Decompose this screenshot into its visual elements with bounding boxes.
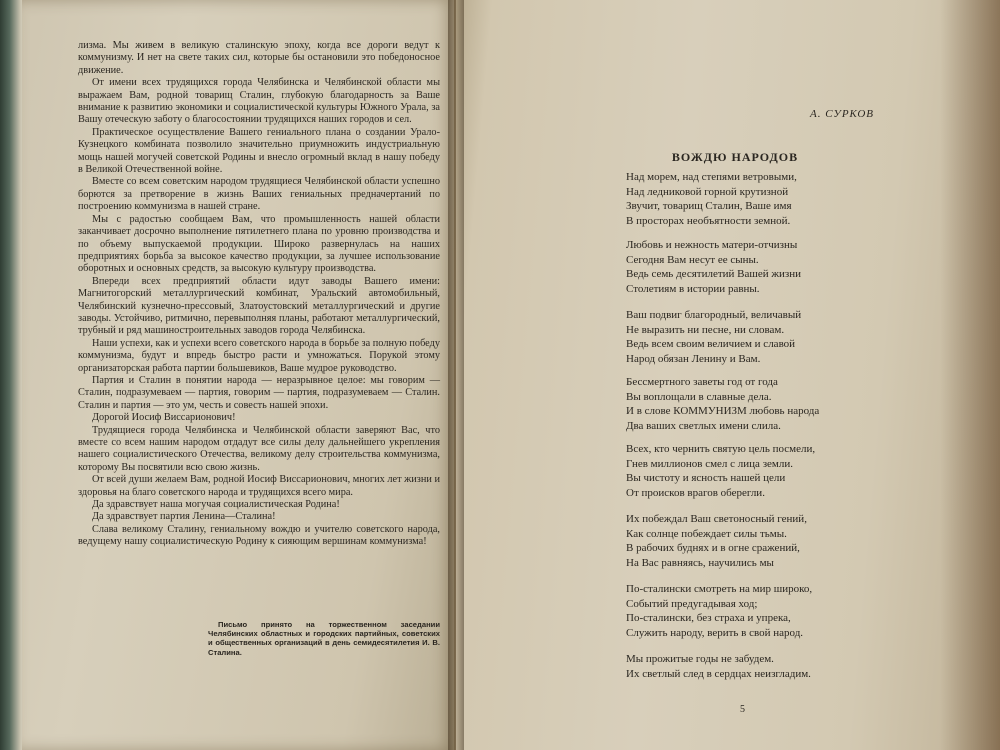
footnote: Письмо принято на торжественном заседании Челябинских областных и городских партийных, советских и общественных организаций в день семидесятилетия И. В. Сталина. — [208, 620, 440, 657]
verse-line: Всех, кто чернить святую цель посмели, — [626, 443, 816, 455]
poem-author: А. СУРКОВ — [810, 108, 874, 120]
poem-title: ВОЖДЮ НАРОДОВ — [671, 150, 799, 164]
page-number: 5 — [740, 704, 745, 715]
stanza — [626, 238, 886, 296]
slogan: Да здравствует партия Ленина—Сталина! — [92, 511, 276, 523]
verse-line: Вы воплощали в славные дела. — [626, 390, 772, 403]
verse-line: По-сталински смотреть на мир широко, — [626, 583, 813, 595]
salutation: Дорогой Иосиф Виссарионович! — [92, 412, 236, 424]
stanza — [626, 308, 886, 366]
paragraph: От имени всех трудящихся города Челябинска и Челябинской области мы выражаем Вам, родной товарищ Сталин, глубокую благодарность за Ваше внимание к развитию экономики и социалистической культуры Южного Урала, за Вашу отеческую заботу о благосостоянии трудящихся наших городов и сел. — [78, 77, 440, 126]
slogan: Слава великому Сталину, гениальному вождю и учителю советского народа, ведущему нашу социалистическую Родину к сияющим вершинам коммунизма! — [78, 523, 440, 548]
verse-line: Их побеждал Ваш светоносный гений, — [626, 513, 807, 525]
verse-line: Над морем, над степями ветровыми, — [626, 171, 797, 183]
verse-line: От происков врагов оберегли. — [626, 486, 765, 499]
verse-line: Не выразить ни песне, ни словам. — [626, 323, 785, 336]
verse-line: Как солнце побеждает силы тьмы. — [626, 527, 787, 540]
stanza — [626, 652, 886, 681]
verse-line: Служить народу, верить в свой народ. — [626, 626, 804, 639]
book-gutter — [448, 0, 464, 750]
verse-line: Ведь семь десятилетий Вашей жизни — [626, 268, 801, 281]
verse-line: Два ваших светлых имени слила. — [626, 419, 781, 432]
paragraph: Впереди всех предприятий области идут заводы Вашего имени: Магнитогорский металлургический комбинат, Уральский автомобильный, Челябинский кузнечно-прессовый, Златоустовский металлургический и другие заводы. Устойчиво, ритмично, перевыполняя планы, работают металлургический, трубный и ряд машиностроительных заводов города Челябинска. — [78, 275, 440, 337]
verse-line: Ведь всем своим величием и славой — [626, 338, 796, 351]
stanza — [626, 170, 886, 228]
verse-line: В просторах необъятности земной. — [626, 214, 791, 227]
paragraph: Партия и Сталин в понятии народа — неразрывное целое: мы говорим — Сталин, подразумеваем — партия, говорим — партия, подразумеваем — Сталин. Сталин и партия — это ум, честь и совесть нашей эпохи. — [78, 374, 440, 411]
verse-line: Событий предугадывая ход; — [626, 597, 758, 610]
verse-line: И в слове КОММУНИЗМ любовь народа — [626, 405, 820, 418]
verse-line: Любовь и нежность матери-отчизны — [626, 239, 798, 251]
stanza — [626, 512, 886, 570]
paragraph: Практическое осуществление Вашего гениального плана о создании Урало-Кузнецкого комбината позволило значительно приумножить индустриальную мощь нашей могучей советской Родины и внесло огромный вклад в нашу победу в Великой Отечественной войне. — [78, 126, 440, 176]
verse-line: На Вас равняясь, научились мы — [626, 556, 774, 569]
verse-line: Звучит, товарищ Сталин, Ваше имя — [626, 200, 792, 213]
verse-line: Их светлый след в сердцах неизгладим. — [626, 667, 811, 680]
verse-line: Гнев миллионов смел с лица земли. — [626, 457, 794, 470]
stanza — [626, 582, 886, 640]
slogan: Да здравствует наша могучая социалистическая Родина! — [92, 499, 340, 511]
stanza — [626, 375, 886, 433]
book-cover-edge — [0, 0, 24, 750]
verse-line: По-сталински, без страха и упрека, — [626, 612, 791, 625]
paragraph: От всей души желаем Вам, родной Иосиф Виссарионович, многих лет жизни и здоровья на благо советского народа и трудящихся всего мира. — [78, 474, 440, 498]
verse-line: Над ледниковой горной крутизной — [626, 185, 789, 198]
stanza — [626, 442, 886, 500]
verse-line: Бессмертного заветы год от года — [626, 376, 778, 388]
verse-line: Сегодня Вам несут ее сыны. — [626, 253, 759, 266]
paragraph: Вместе со всем советским народом трудящиеся Челябинской области успешно борются за претворение в жизнь Ваших гениальных предначертаний по построению коммунизма в нашей стране. — [78, 176, 440, 213]
verse-line: Мы прожитые годы не забудем. — [626, 653, 774, 665]
verse-line: Столетиям в истории равны. — [626, 282, 760, 295]
paragraph: Трудящиеся города Челябинска и Челябинской области заверяют Вас, что вместе со всем нашим народом отдадут все силы делу дальнейшего укрепления нашего социалистического Отечества, великому делу строительства коммунизма, которому Вы посвятили всю свою жизнь. — [78, 424, 440, 473]
paragraph: лизма. Мы живем в великую сталинскую эпоху, когда все дороги ведут к коммунизму. И нет на свете таких сил, которые бы остановили это победоносное движение. — [78, 40, 440, 76]
verse-line: Народ обязан Ленину и Вам. — [626, 352, 761, 365]
letter-text — [78, 40, 440, 549]
table-edge-shadow — [940, 0, 1000, 750]
paragraph: Наши успехи, как и успехи всего советского народа в борьбе за полную победу коммунизма, будут и впредь быстро расти и умножаться. Порукой этому организаторская работа партии большевиков, Ваше мудрое руководство. — [78, 337, 440, 374]
verse-line: Ваш подвиг благородный, величавый — [626, 309, 802, 321]
verse-line: Вы чистоту и ясность нашей цели — [626, 472, 786, 485]
paragraph: Мы с радостью сообщаем Вам, что промышленность нашей области заканчивает досрочно выполнение пятилетнего плана по уровню производства и по объему выпускаемой продукции. Широко развернулась на наших предприятиях борьба за высокое качество продукции, за лучшее использование оборотных и основных средств, за высокую культуру производства. — [78, 213, 440, 275]
verse-line: В рабочих буднях и в огне сражений, — [626, 542, 800, 555]
